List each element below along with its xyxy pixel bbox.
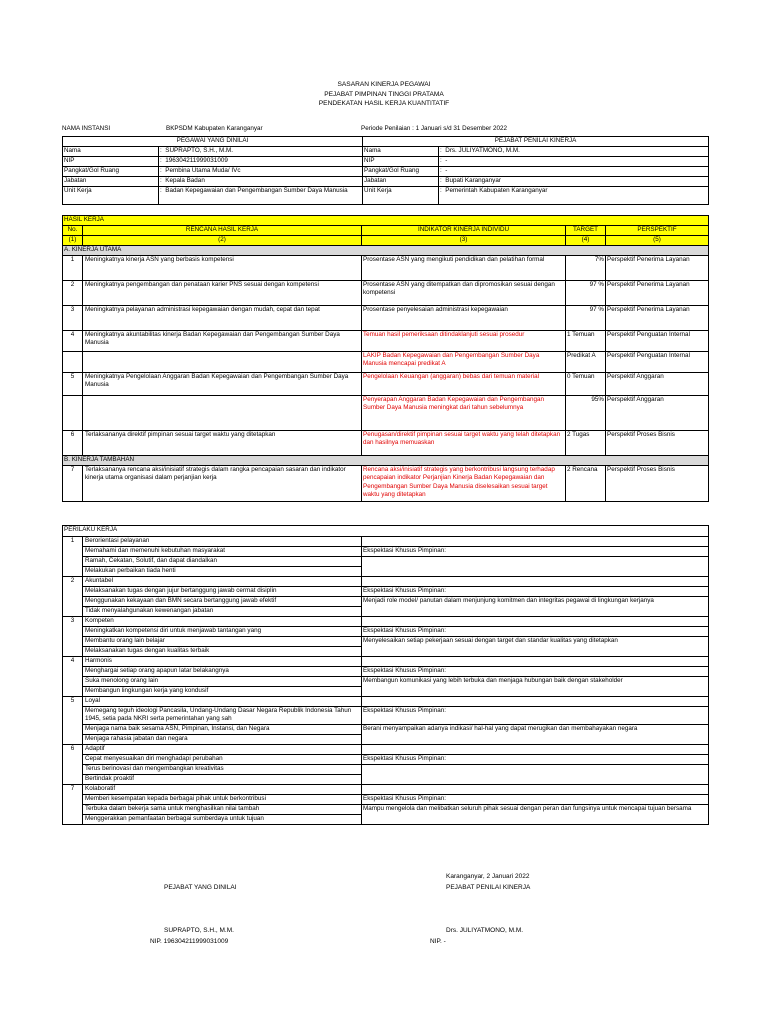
perilaku-item: Terus berinovasi dan mengembangkan kreativitas: [83, 765, 362, 775]
ekspektasi-label: Ekspektasi Khusus Pimpinan:: [362, 795, 709, 805]
perilaku-item-row: [63, 707, 709, 725]
group-no: 2: [63, 577, 83, 617]
perspektif-cell: Perspektif Proses Bisnis: [606, 431, 709, 456]
perilaku-item-row: [63, 755, 709, 765]
title-line-1: SASARAN KINERJA PEGAWAI: [337, 81, 431, 88]
perilaku-group-row: [63, 745, 709, 755]
perilaku-item-row: [63, 587, 709, 597]
dinilai-value-nip: : 196304211999031009: [159, 157, 363, 167]
ekspektasi-blank: [362, 537, 709, 547]
indikator-cell: Prosentase penyelesaian administrasi kepegawaian: [362, 306, 566, 331]
target-cell: 97 %: [566, 281, 606, 306]
group-name: Loyal: [83, 697, 362, 707]
dinilai-value-nama: : SUPRAPTO, S.H., M.M.: [159, 147, 363, 157]
target-cell: 0 Temuan: [566, 373, 606, 396]
perilaku-item-row: [63, 667, 709, 677]
perilaku-item: Menggerakkan pemanfaatan berbagai sumberdaya untuk tujuan: [83, 815, 362, 825]
perilaku-item-row: [63, 627, 709, 637]
hasil-kerja-row: [63, 306, 709, 331]
ekspektasi-label: Ekspektasi Khusus Pimpinan:: [362, 547, 709, 557]
ekspektasi-label: Ekspektasi Khusus Pimpinan:: [362, 627, 709, 637]
hasil-kerja-row: [63, 396, 709, 431]
perilaku-item-row: [63, 765, 709, 775]
perilaku-item-row: [63, 725, 709, 735]
col-no: No.: [63, 226, 83, 236]
indikator-cell: LAKIP Badan Kepegawaian dan Pengembangan Sumber Daya Manusia mencapai predikat A: [362, 352, 566, 373]
ekspektasi-detail: Berani menyampaikan adanya indikasi/ hal-hal yang dapat merugikan dan membahayakan negara: [362, 725, 709, 745]
colnum-5: (5): [606, 236, 709, 246]
perilaku-group-row: [63, 617, 709, 627]
col-indikator: INDIKATOR KINERJA INDIVIDU: [362, 226, 566, 236]
perilaku-group-row: [63, 537, 709, 547]
ekspektasi-blank: [362, 745, 709, 755]
perilaku-item-row: [63, 597, 709, 607]
group-no: 1: [63, 537, 83, 577]
hasil-kerja-row: [63, 431, 709, 456]
hasil-kerja-table: [62, 215, 709, 502]
group-name: Akuntabel: [83, 577, 362, 587]
row-no: 3: [63, 306, 83, 331]
dinilai-label-pangkat: Pangkat/Gol Ruang: [63, 167, 159, 177]
group-no: 4: [63, 657, 83, 697]
group-no: 5: [63, 697, 83, 745]
col-rencana: RENCANA HASIL KERJA: [83, 226, 362, 236]
indikator-cell: Penugasan/direktif pimpinan sesuai target waktu yang telah ditetapkan dan hasilnya memuaskan: [362, 431, 566, 456]
perilaku-item: Membangun lingkungan kerja yang kondusif: [83, 687, 362, 697]
ekspektasi-blank: [362, 577, 709, 587]
rencana-cell: Terlaksananya rencana aksi/inisiatif strategis dalam rangka pencapaian sasaran dan indikator kinerja utama organisasi dalam perjanjian kerja: [83, 466, 362, 502]
perspektif-cell: Perspektif Penerima Layanan: [606, 256, 709, 281]
row-no: [63, 352, 83, 373]
perilaku-item-row: [63, 795, 709, 805]
indikator-cell: Temuan hasil pemeriksaan ditindaklanjuti sesuai prosedur: [362, 331, 566, 352]
rencana-cell: Meningkatnya akuntabilitas kinerja Badan Kepegawaian dan Pengembangan Sumber Daya Manusia: [83, 331, 362, 352]
perilaku-item-row: [63, 677, 709, 687]
perilaku-group-row: [63, 657, 709, 667]
perilaku-item: Terbuka dalam bekerja sama untuk menghasilkan nilai tambah: [83, 805, 362, 815]
dinilai-label-unit: Unit Kerja: [63, 187, 159, 205]
ekspektasi-detail: [362, 765, 709, 785]
row-no: 2: [63, 281, 83, 306]
perilaku-item: Memegang teguh ideologi Pancasila, Undang-Undang Dasar Negara Republik Indonesia Tahun 1945, setia pada NKRI serta pemerintahan yang sah: [83, 707, 362, 725]
identity-table: [62, 136, 709, 205]
perspektif-cell: Perspektif Anggaran: [606, 373, 709, 396]
ekspektasi-blank: [362, 657, 709, 667]
rencana-cell: Meningkatnya pelayanan administrasi kepegawaian dengan mudah, cepat dan tepat: [83, 306, 362, 331]
rencana-cell: Meningkatnya Pengelolaan Anggaran Badan Kepegawaian dan Pengembangan Sumber Daya Manusia: [83, 373, 362, 396]
ekspektasi-label: Ekspektasi Khusus Pimpinan:: [362, 667, 709, 677]
perilaku-item-row: [63, 805, 709, 815]
row-no: 6: [63, 431, 83, 456]
perilaku-item: Membantu orang lain belajar: [83, 637, 362, 647]
row-no: 1: [63, 256, 83, 281]
left-signer-title: PEJABAT YANG DINILAI: [164, 884, 237, 891]
perilaku-item: Melaksanakan tugas dengan kualitas terbaik: [83, 647, 362, 657]
ekspektasi-detail: Membangun komunikasi yang lebih terbuka dan menjaga hubungan baik dengan stakeholder: [362, 677, 709, 697]
dinilai-value-unit: : Badan Kepegawaian dan Pengembangan Sumber Daya Manusia: [159, 187, 363, 205]
penilai-label-nama: Nama: [363, 147, 439, 157]
perspektif-cell: Perspektif Penerima Layanan: [606, 281, 709, 306]
hasil-kerja-row: [63, 256, 709, 281]
perilaku-group-row: [63, 697, 709, 707]
perspektif-cell: Perspektif Proses Bisnis: [606, 466, 709, 502]
rencana-cell: Terlaksananya direktif pimpinan sesuai target waktu yang ditetapkan: [83, 431, 362, 456]
colnum-2: (2): [83, 236, 362, 246]
perilaku-title: PERILAKU KERJA: [63, 526, 709, 537]
group-no: 3: [63, 617, 83, 657]
group-name: Adaptif: [83, 745, 362, 755]
colnum-4: (4): [566, 236, 606, 246]
ekspektasi-blank: [362, 697, 709, 707]
ekspektasi-label: Ekspektasi Khusus Pimpinan:: [362, 587, 709, 597]
target-cell: 95%: [566, 396, 606, 431]
perilaku-item-row: [63, 557, 709, 567]
dinilai-value-jabatan: : Kepala Badan: [159, 177, 363, 187]
penilai-value-unit: : Pemerintah Kabupaten Karanganyar: [439, 187, 709, 205]
target-cell: 1 Temuan: [566, 331, 606, 352]
right-signer-name: Drs. JULIYATMONO, M.M.: [446, 927, 524, 934]
perilaku-item: Menghargai setiap orang apapun latar belakangnya: [83, 667, 362, 677]
perilaku-item: Suka menolong orang lain: [83, 677, 362, 687]
dinilai-label-nama: Nama: [63, 147, 159, 157]
left-signer-name: SUPRAPTO, S.H., M.M.: [164, 927, 234, 934]
perilaku-item: Menjaga nama baik sesama ASN, Pimpinan, Instansi, dan Negara: [83, 725, 362, 735]
group-name: Kompeten: [83, 617, 362, 627]
hasil-kerja-row: [63, 331, 709, 352]
penilai-value-jabatan: : Bupati Karanganyar: [439, 177, 709, 187]
title-line-3: PENDEKATAN HASIL KERJA KUANTITATIF: [318, 100, 450, 107]
target-cell: 97 %: [566, 306, 606, 331]
hasil-kerja-row: [63, 352, 709, 373]
instansi-row: [62, 125, 708, 135]
target-cell: 2 Rencana: [566, 466, 606, 502]
perspektif-cell: Perspektif Anggaran: [606, 396, 709, 431]
dinilai-value-pangkat: : Pembina Utama Muda/ IVc: [159, 167, 363, 177]
document-titles: [0, 80, 768, 109]
group-name: Harmonis: [83, 657, 362, 667]
ekspektasi-detail: [362, 557, 709, 577]
rencana-cell: Meningkatnya kinerja ASN yang berbasis kompetensi: [83, 256, 362, 281]
perilaku-item: Ramah, Cekatan, Solutif, dan dapat diandalkan: [83, 557, 362, 567]
right-signer-nip: NIP. -: [430, 938, 446, 945]
rencana-cell: [83, 352, 362, 373]
ekspektasi-label: Ekspektasi Khusus Pimpinan:: [362, 707, 709, 725]
perilaku-group-row: [63, 785, 709, 795]
perilaku-item: Melakukan perbaikan tiada henti: [83, 567, 362, 577]
perilaku-item: Tidak menyalahgunakan kewenangan jabatan: [83, 607, 362, 617]
place-date: Karanganyar, 2 Januari 2022: [446, 873, 530, 880]
penilai-label-nip: NIP: [363, 157, 439, 167]
hasil-kerja-row: [63, 281, 709, 306]
group-name: Berorientasi pelayanan: [83, 537, 362, 547]
group-no: 7: [63, 785, 83, 825]
target-cell: 2 Tugas: [566, 431, 606, 456]
perilaku-kerja-table: [62, 525, 709, 825]
indikator-cell: Prosentase ASN yang ditempatkan dan dipromosikan sesuai dengan kompetensi: [362, 281, 566, 306]
penilai-label-unit: Unit Kerja: [363, 187, 439, 205]
perspektif-cell: Perspektif Penguatan Internal: [606, 352, 709, 373]
perilaku-item: Meningkatkan kompetensi diri untuk menjawab tantangan yang: [83, 627, 362, 637]
penilai-label-pangkat: Pangkat/Gol Ruang: [363, 167, 439, 177]
instansi-label: NAMA INSTANSI: [62, 125, 111, 132]
hasil-kerja-row: [63, 466, 709, 502]
colnum-1: (1): [63, 236, 83, 246]
row-no: 5: [63, 373, 83, 396]
row-no: 4: [63, 331, 83, 352]
target-cell: 7%: [566, 256, 606, 281]
perilaku-item: Memahami dan memenuhi kebutuhan masyarakat: [83, 547, 362, 557]
left-signer-nip: NIP. 196304211999031009: [150, 938, 229, 945]
colnum-3: (3): [362, 236, 566, 246]
rencana-cell: [83, 396, 362, 431]
title-line-2: PEJABAT PIMPINAN TINGGI PRATAMA: [324, 90, 444, 98]
dinilai-label-nip: NIP: [63, 157, 159, 167]
dinilai-heading: PEGAWAI YANG DINILAI: [63, 137, 363, 147]
group-name: Kolaboratif: [83, 785, 362, 795]
rencana-cell: Meningkatnya pengembangan dan penataan karier PNS sesuai dengan kompetensi: [83, 281, 362, 306]
section-a-title: A. KINERJA UTAMA: [63, 246, 709, 256]
perilaku-item: Bertindak proaktif: [83, 775, 362, 785]
perilaku-item: Menggunakan kekayaan dan BMN secara bertanggung jawab efektif: [83, 597, 362, 607]
ekspektasi-detail: Mampu mengelola dan melibatkan seluruh pihak sesuai dengan peran dan fungsinya untuk mencapai tujuan bersama: [362, 805, 709, 825]
periode-text: Periode Penilaian : 1 Januari s/d 31 Desember 2022: [361, 125, 507, 132]
row-no: [63, 396, 83, 431]
perilaku-item-row: [63, 547, 709, 557]
row-no: 7: [63, 466, 83, 502]
penilai-value-pangkat: : -: [439, 167, 709, 177]
indikator-cell: Prosentase ASN yang mengikuti pendidikan dan pelatihan formal: [362, 256, 566, 281]
perilaku-item: Memberi kesempatan kepada berbagai pihak untuk berkontribusi: [83, 795, 362, 805]
ekspektasi-detail: Menjadi role model/ panutan dalam menjunjung komitmen dan integritas pegawai di lingkungan kerjanya: [362, 597, 709, 617]
ekspektasi-label: Ekspektasi Khusus Pimpinan:: [362, 755, 709, 765]
ekspektasi-blank: [362, 785, 709, 795]
right-signer-title: PEJABAT PENILAI KINERJA: [446, 884, 531, 891]
penilai-label-jabatan: Jabatan: [363, 177, 439, 187]
perilaku-group-row: [63, 577, 709, 587]
indikator-cell: Penyerapan Anggaran Badan Kepegawaian dan Pengembangan Sumber Daya Manusia meningkat dari tahun sebelumnya: [362, 396, 566, 431]
hasil-kerja-row: [63, 373, 709, 396]
instansi-value: BKPSDM Kabupaten Karanganyar: [166, 125, 263, 132]
col-perspektif: PERSPEKTIF: [606, 226, 709, 236]
perspektif-cell: Perspektif Penerima Layanan: [606, 306, 709, 331]
perspektif-cell: Perspektif Penguatan Internal: [606, 331, 709, 352]
section-b-title: B. KINERJA TAMBAHAN: [63, 456, 709, 466]
group-no: 6: [63, 745, 83, 785]
perilaku-item: Melaksanakan tugas dengan jujur bertanggung jawab cermat disiplin: [83, 587, 362, 597]
perilaku-item: Cepat menyesuaikan diri menghadapi perubahan: [83, 755, 362, 765]
perilaku-item-row: [63, 637, 709, 647]
col-target: TARGET: [566, 226, 606, 236]
hasil-kerja-title: HASIL KERJA: [63, 216, 709, 226]
penilai-value-nama: : Drs. JULIYATMONO, M.M.: [439, 147, 709, 157]
ekspektasi-blank: [362, 617, 709, 627]
penilai-heading: PEJABAT PENILAI KINERJA: [363, 137, 709, 147]
indikator-cell: Pengelolaan Keuangan (anggaran) bebas dari temuan material: [362, 373, 566, 396]
dinilai-label-jabatan: Jabatan: [63, 177, 159, 187]
penilai-value-nip: : -: [439, 157, 709, 167]
target-cell: Predikat A: [566, 352, 606, 373]
indikator-cell: Rencana aksi/inisiatif strategis yang berkontribusi langsung terhadap pencapaian indikator Perjanjian Kinerja Badan Kepegawaian dan Pengembangan Sumber Daya Manusia diselesaikan sesuai target waktu yang ditetapkan: [362, 466, 566, 502]
ekspektasi-detail: Menyelesaikan setiap pekerjaan sesuai dengan target dan standar kualitas yang ditetapkan: [362, 637, 709, 657]
perilaku-item: Menjaga rahasia jabatan dan negara: [83, 735, 362, 745]
